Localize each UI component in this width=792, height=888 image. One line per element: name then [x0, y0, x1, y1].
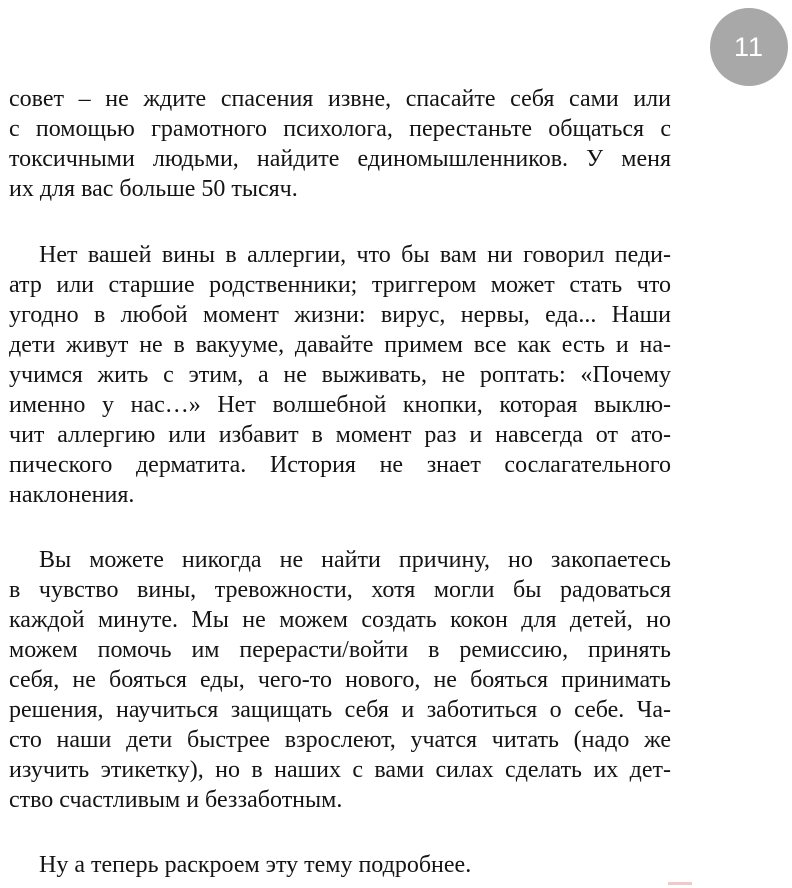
- text-line: атр или старшие родственники; триггером может стать что: [9, 272, 671, 298]
- text-line: себя, не бояться еды, чего-то нового, не бояться принимать: [9, 667, 671, 693]
- page-edge-mark: [668, 882, 692, 885]
- text-line: токсичными людьми, найдите единомышленников. У меня: [9, 146, 671, 172]
- paragraph-2: [9, 240, 671, 510]
- text-line: в чувство вины, тревожности, хотя могли бы радоваться: [9, 577, 671, 603]
- text-line: пического дерматита. История не знает сослагательного: [9, 452, 671, 478]
- paragraph-1: [9, 84, 671, 204]
- text-line: учимся жить с этим, а не выживать, не роптать: «Почему: [9, 362, 671, 388]
- text-line: Нет вашей вины в аллергии, что бы вам ни говорил педи-: [39, 242, 671, 268]
- text-line: дети живут не в вакууме, давайте примем все как есть и на-: [9, 332, 671, 358]
- text-line: угодно в любой момент жизни: вирус, нервы, еда... Наши: [9, 302, 671, 328]
- text-line: каждой минуте. Мы не можем создать кокон для детей, но: [9, 607, 671, 633]
- text-line: их для вас больше 50 тысяч.: [9, 176, 298, 202]
- text-line: именно у нас…» Нет волшебной кнопки, которая выклю-: [9, 392, 671, 418]
- paragraph-3: [9, 545, 671, 815]
- text-line: Вы можете никогда не найти причину, но закопаетесь: [39, 547, 671, 573]
- page-number-badge: 11: [710, 8, 788, 86]
- text-line: наклонения.: [9, 482, 135, 508]
- text-line: сто наши дети быстрее взрослеют, учатся читать (надо же: [9, 727, 671, 753]
- text-line: совет – не ждите спасения извне, спасайте себя сами или: [9, 86, 671, 112]
- text-line: решения, научиться защищать себя и заботиться о себе. Ча-: [9, 697, 671, 723]
- text-line: можем помочь им перерасти/войти в ремиссию, принять: [9, 637, 671, 663]
- text-line: изучить этикетку), но в наших с вами силах сделать их дет-: [9, 757, 671, 783]
- text-line: Ну а теперь раскроем эту тему подробнее.: [39, 852, 472, 878]
- text-line: ство счастливым и беззаботным.: [9, 787, 343, 813]
- paragraph-4: [9, 850, 671, 880]
- text-line: с помощью грамотного психолога, перестаньте общаться с: [9, 116, 671, 142]
- text-line: чит аллергию или избавит в момент раз и навсегда от ато-: [9, 422, 671, 448]
